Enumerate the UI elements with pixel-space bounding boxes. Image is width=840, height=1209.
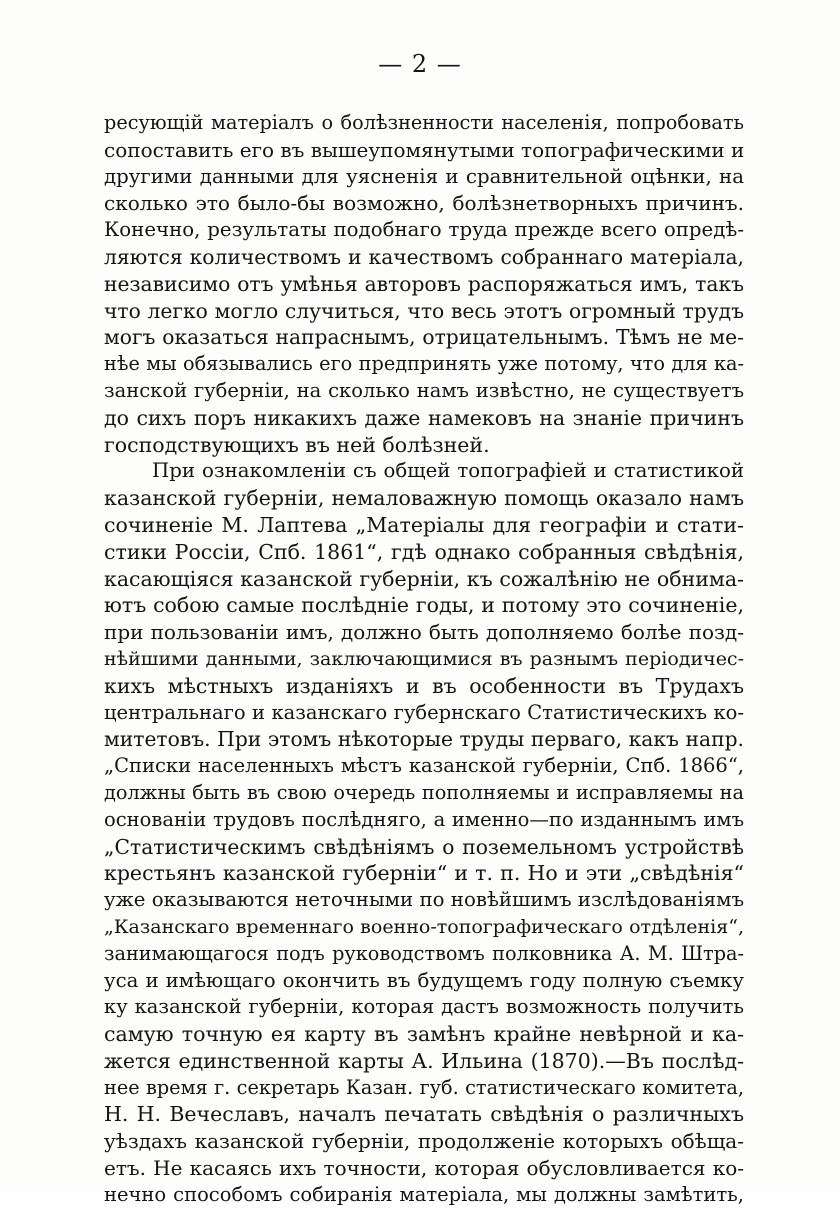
text-line: господствующихъ въ ней болѣзней.: [104, 432, 490, 457]
text-line: другими данными для уясненія и сравнительной оцѣнки, на: [104, 164, 744, 188]
page-number: — 2 —: [378, 50, 462, 78]
text-line: ютъ собою самые послѣдніе годы, и потому это сочиненіе,: [104, 593, 744, 618]
text-line: сопоставить его въ вышеупомянутыми топографическими и: [104, 137, 744, 162]
text-line: при пользованіи имъ, должно быть дополняемо болѣе позд-: [104, 620, 744, 645]
text-line: нѣйшими данными, заключающимися въ разнымъ періодичес-: [104, 647, 744, 670]
text-line: „Казанскаго временнаго военно-топографическаго отдѣленія“,: [104, 915, 744, 938]
text-line: уѣздахъ казанской губерніи, продолженіе которыхъ обѣща-: [104, 1129, 744, 1154]
text-line: должны быть въ свою очередь пополняемы и исправляемы на: [104, 780, 744, 804]
text-line: уса и имѣющаго окончить въ будущемъ году полную съемку: [104, 968, 744, 992]
text-line: крестьянъ казанской губерніи“ и т. п. Но и эти „свѣдѣнія“: [104, 861, 744, 886]
text-line: нее время г. секретарь Казан. губ. статистическаго комитета,: [104, 1075, 744, 1099]
text-line: основаніи трудовъ послѣдняго, а именно—по изданнымъ имъ: [104, 807, 744, 831]
text-line: нечно способомъ собиранія матеріала, мы должны замѣтить,: [104, 1182, 744, 1206]
text-line: нѣе мы обязывались его предпринять уже потому, что для ка-: [104, 352, 744, 376]
text-line: самую точную ея карту въ замѣнъ крайне невѣрной и ка-: [104, 1022, 744, 1047]
text-line: „Статистическимъ свѣдѣніямъ о поземельномъ устройствѣ: [104, 834, 744, 859]
text-line: уже оказываются неточными по новѣйшимъ изслѣдованіямъ: [104, 888, 744, 912]
text-line: что легко могло случиться, что весь этотъ огромный трудъ: [104, 298, 744, 323]
text-line: центральнаго и казанскаго губернскаго Статистическихъ ко-: [104, 700, 744, 724]
text-line: независимо отъ умѣнья авторовъ распоряжаться имъ, такъ: [104, 271, 744, 296]
text-line: ку казанской губерніи, которая дастъ возможность получить: [104, 995, 744, 1019]
text-line: ресующій матеріалъ о болѣзненности населенія, попробовать: [104, 111, 744, 134]
text-line: занимающагося подъ руководствомъ полковника А. М. Штра-: [104, 941, 744, 965]
text-line: етъ. Не касаясь ихъ точности, которая обусловливается ко-: [104, 1156, 744, 1181]
text-line: до сихъ поръ никакихъ даже намековъ на знаніе причинъ: [104, 405, 744, 430]
text-line: могъ оказаться напраснымъ, отрицательнымъ. Тѣмъ не ме-: [104, 325, 744, 350]
text-line: жется единственной карты А. Ильина (1870).—Въ послѣд-: [104, 1048, 744, 1073]
text-line: митетовъ. При этомъ нѣкоторые труды перваго, какъ напр.: [104, 727, 744, 752]
text-line: касающіяся казанской губерніи, къ сожалѣнію не обнима-: [104, 566, 744, 591]
text-line: ляются количествомъ и качествомъ собраннаго матеріала,: [104, 244, 744, 269]
text-line: казанской губерніи, немаловажную помощь оказало намъ: [104, 486, 744, 511]
text-line: Конечно, результаты подобнаго труда прежде всего опредѣ-: [104, 218, 744, 242]
body-text: [104, 110, 744, 1209]
paragraph-first-line: При ознакомленіи съ общей топографіей и статистикой: [152, 459, 744, 483]
text-line: кихъ мѣстныхъ изданіяхъ и въ особенности въ Трудахъ: [104, 673, 744, 698]
text-line: занской губерніи, на сколько намъ извѣстно, не существуетъ: [104, 378, 744, 402]
text-line: сколько это было-бы возможно, болѣзнетворныхъ причинъ.: [104, 191, 744, 216]
text-line: сочиненіе М. Лаптева „Матеріалы для географіи и стати-: [104, 512, 744, 537]
text-line: „Списки населенныхъ мѣстъ казанской губерніи, Спб. 1866“,: [104, 754, 744, 778]
text-line: стики Россіи, Спб. 1861“, гдѣ однако собранныя свѣдѣнія,: [104, 539, 744, 564]
text-line: Н. Н. Вечеславъ, началъ печатать свѣдѣнія о различныхъ: [104, 1102, 744, 1127]
